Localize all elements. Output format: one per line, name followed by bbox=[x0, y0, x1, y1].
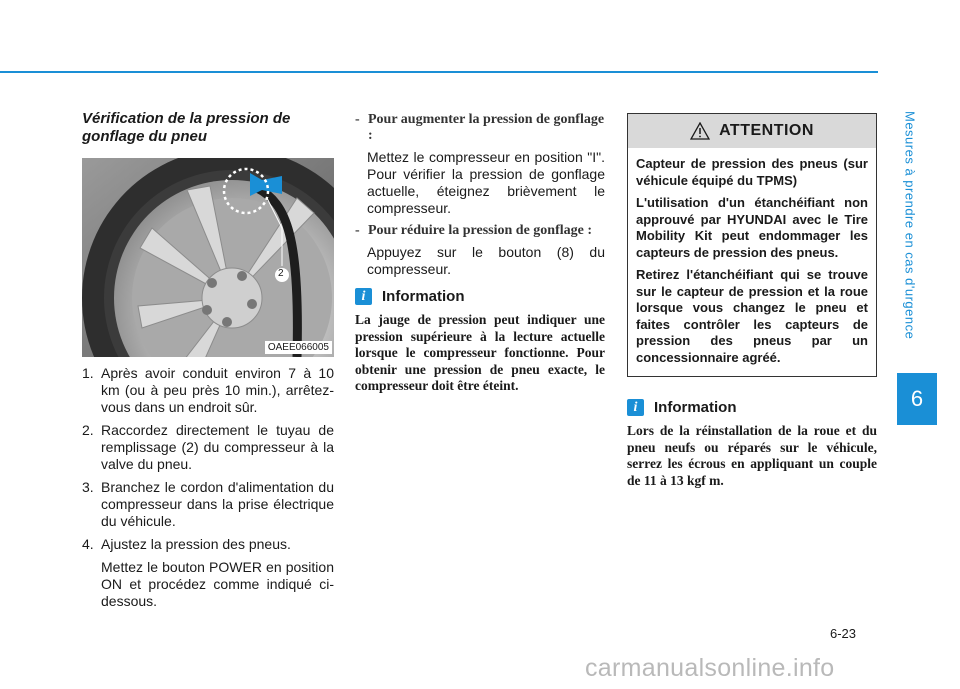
info-text: La jauge de pression peut indiquer une pression supérieure à la lecture actuelle lorsque le compresseur fonctionne. Pour obtenir une pression de pneu exacte, le compresseur doit être éteint. bbox=[355, 312, 605, 393]
attention-body bbox=[628, 148, 876, 376]
column-warnings bbox=[627, 113, 877, 489]
attention-paragraph: L'utilisation d'un étanchéifiant non approuvé par HYUNDAI avec le Tire Mobility Kit peut endommager les capteurs de pression des pneus. bbox=[636, 195, 868, 260]
info-header bbox=[355, 288, 605, 305]
header-rule bbox=[0, 71, 878, 73]
list-item: 3. Branchez le cordon d'alimentation du compresseur dans la prise électrique du véhicule. bbox=[82, 479, 334, 529]
attention-title: ATTENTION bbox=[719, 122, 814, 139]
page-number: 6-23 bbox=[830, 626, 857, 641]
list-item: 1. Après avoir conduit environ 7 à 10 km (ou à peu près 10 min.), arrêtez-vous dans un endroit sûr. bbox=[82, 365, 334, 415]
steps-list bbox=[82, 365, 334, 610]
warning-triangle-icon bbox=[690, 122, 710, 140]
image-code: OAEE066005 bbox=[265, 341, 332, 354]
info-title: Information bbox=[382, 288, 465, 305]
info-text: Lors de la réinstallation de la roue et du pneu neufs ou réparés sur le véhicule, serrez les écrous en appliquant un couple de 11 à 13 kgf m. bbox=[627, 423, 877, 488]
reduce-pressure-heading: - Pour réduire la pression de gonflage : bbox=[355, 223, 592, 238]
section-title: Vérification de la pression de gonflage du pneu bbox=[82, 110, 291, 145]
callout-2: 2 bbox=[278, 268, 284, 279]
attention-header bbox=[628, 114, 876, 148]
tire-valve-photo bbox=[82, 158, 334, 357]
column-pressure-adjust bbox=[355, 112, 605, 395]
reduce-pressure-text: Appuyez sur le bouton (8) du compresseur. bbox=[367, 244, 605, 277]
watermark[interactable]: carmanualsonline.info bbox=[585, 654, 835, 682]
list-item: 2. Raccordez directement le tuyau de remplissage (2) du compresseur à la valve du pneu. bbox=[82, 422, 334, 472]
info-title: Information bbox=[654, 399, 737, 416]
chapter-tab[interactable]: 6 bbox=[897, 373, 937, 425]
attention-box bbox=[627, 113, 877, 377]
info-header bbox=[627, 399, 877, 416]
info-icon: i bbox=[355, 288, 372, 305]
info-icon: i bbox=[627, 399, 644, 416]
wheel-illustration bbox=[82, 158, 334, 357]
attention-paragraph: Capteur de pression des pneus (sur véhicule équipé du TPMS) bbox=[636, 156, 868, 188]
chapter-side-label: Mesures à prendre en cas d'urgence bbox=[902, 110, 918, 340]
attention-paragraph: Retirez l'étanchéifiant qui se trouve sur le capteur de pression et la roue lorsque vous changez le pneu et faites contrôler les capteurs de pression des pneus par un concessionnaire agréé. bbox=[636, 267, 868, 365]
list-item: 4. Ajustez la pression des pneus. Mettez le bouton POWER en position ON et procédez comme indiqué ci-dessous. bbox=[82, 536, 334, 609]
increase-pressure-text: Mettez le compresseur en position "I". Pour vérifier la pression de gonflage actuelle, éteignez brièvement le compresseur. bbox=[367, 149, 605, 216]
increase-pressure-heading: - Pour augmenter la pression de gonflage : bbox=[355, 112, 605, 143]
column-tire-pressure-check bbox=[82, 110, 334, 616]
